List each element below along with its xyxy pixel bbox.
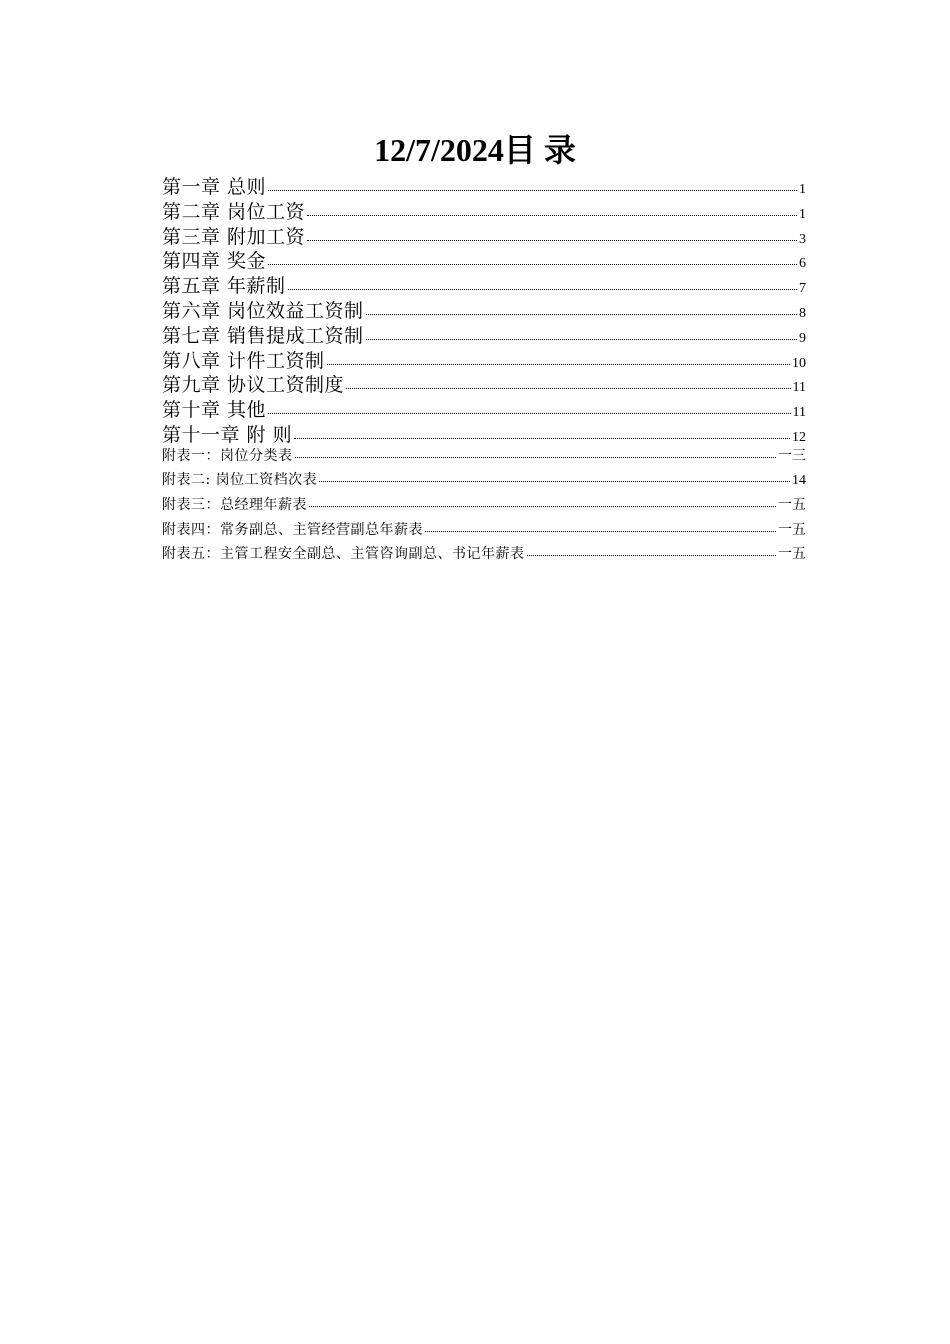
toc-entry-label: 第三章 附加工资 [162,225,306,248]
toc-entry-chapter-9[interactable] [162,370,806,395]
toc-entry-chapter-3[interactable] [162,222,806,247]
toc-entry-page: 一五 [778,547,806,563]
toc-entry-page: 12 [792,429,806,445]
toc-entry-appendix-2[interactable] [162,469,806,494]
dot-leader [425,530,776,532]
toc-entry-label: 附表五：主管工程安全副总、主管咨询副总、书记年薪表 [162,546,525,563]
dot-leader [288,288,797,290]
dot-leader [309,505,776,507]
toc-entry-label: 附表一：岗位分类表 [162,447,293,464]
toc-entry-chapter-10[interactable] [162,395,806,420]
toc-entry-chapter-4[interactable] [162,246,806,271]
toc-entry-chapter-5[interactable] [162,271,806,296]
toc-entry-label: 第二章 岗位工资 [162,200,306,223]
toc-entry-label: 附表三：总经理年薪表 [162,496,307,513]
dot-leader [268,263,797,265]
toc-entry-label: 附表二: 岗位工资档次表 [162,472,318,489]
toc-entry-page: 6 [799,256,806,272]
dot-leader [366,338,797,340]
toc-entry-appendix-3[interactable] [162,494,806,519]
toc-entry-page: 14 [792,473,806,489]
dot-leader [295,456,777,458]
toc-entry-page: 7 [799,281,806,297]
toc-entry-label: 第十一章 附 则 [162,423,293,446]
toc-entry-chapter-8[interactable] [162,346,806,371]
toc-entry-chapter-6[interactable] [162,296,806,321]
toc-entry-page: 11 [792,380,806,396]
toc-entry-label: 第五章 年薪制 [162,275,286,298]
toc-entry-page: 8 [799,305,806,321]
toc-entry-label: 第十章 其他 [162,399,267,422]
toc-entry-label: 第七章 销售提成工资制 [162,324,364,347]
page-title: 12/7/2024目 录 [374,132,576,168]
toc-entry-page: 1 [799,182,806,197]
toc-entry-chapter-7[interactable] [162,321,806,346]
toc-entry-page: 9 [799,330,806,346]
toc-entry-page: 1 [799,206,806,222]
toc-entry-appendix-5[interactable] [162,543,806,568]
toc-entry-label: 第一章 总则 [162,176,267,198]
toc-entry-page: 11 [792,405,806,421]
toc-entry-chapter-2[interactable] [162,197,806,222]
toc-entry-page: 一三 [778,448,806,464]
toc-entry-label: 第九章 协议工资制度 [162,374,345,397]
dot-leader [268,412,790,414]
dot-leader [319,480,790,482]
dot-leader [268,189,797,191]
dot-leader [307,214,797,216]
dot-leader [294,437,790,439]
toc-entry-chapter-1[interactable] [162,172,806,197]
toc-entry-label: 第六章 岗位效益工资制 [162,299,364,322]
toc-entry-appendix-1[interactable] [162,445,806,470]
toc-entry-page: 10 [792,355,806,371]
dot-leader [346,387,790,389]
toc-entry-appendix-4[interactable] [162,519,806,544]
toc-entry-chapter-11[interactable] [162,420,806,445]
dot-leader [527,554,777,556]
dot-leader [366,313,797,315]
toc-entry-page: 3 [799,231,806,247]
dot-leader [307,239,797,241]
toc-entry-label: 附表四：常务副总、主管经营副总年薪表 [162,521,423,538]
toc-entry-page: 一五 [778,497,806,513]
toc-entry-page: 一五 [778,522,806,538]
toc-entry-label: 第四章 奖金 [162,250,267,273]
table-of-contents [162,172,806,568]
toc-entry-label: 第八章 计件工资制 [162,349,325,372]
dot-leader [327,363,790,365]
